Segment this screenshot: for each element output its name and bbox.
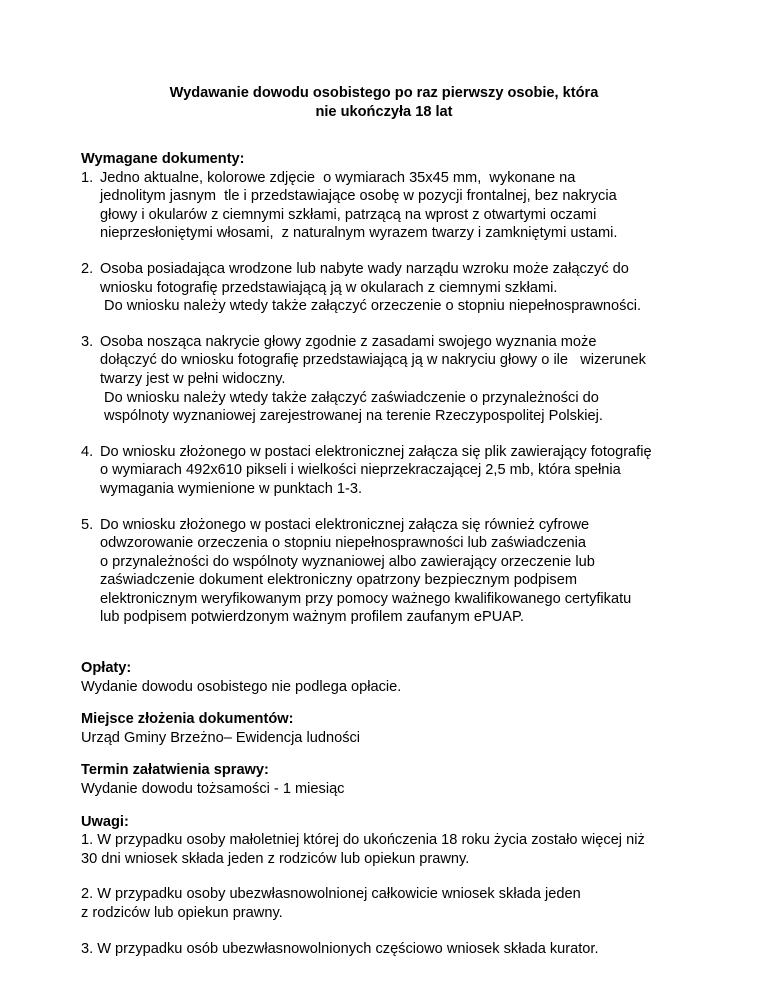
remark-item-2 (81, 885, 721, 922)
requirement-text-line: jednolitym jasnym tle i przedstawiające osobę w pozycji frontalnej, bez nakrycia (100, 188, 617, 205)
requirement-text-line: Do wniosku złożonego w postaci elektronicznej załącza się plik zawierający fotografię (100, 443, 652, 460)
requirement-text-line: wymagania wymienione w punktach 1-3. (100, 480, 363, 497)
requirement-text-line: twarzy jest w pełni widoczny. (100, 370, 286, 387)
remark-text-line: 2. W przypadku osoby ubezwłasnowolnionej całkowicie wniosek składa jeden (81, 886, 581, 903)
remark-item-1 (81, 831, 721, 868)
deadline-section (81, 761, 721, 798)
requirement-text-line: Do wniosku należy wtedy także załączyć zaświadczenie o przynależności do (100, 389, 599, 406)
requirement-text-line: zaświadczenie dokument elektroniczny opatrzony bezpiecznym podpisem (100, 572, 577, 589)
requirement-text-line: Do wniosku złożonego w postaci elektronicznej załącza się również cyfrowe (100, 516, 590, 533)
requirement-text-line: nieprzesłoniętymi włosami, z naturalnym wyrazem twarzy i zamkniętymi ustami. (100, 225, 618, 242)
requirement-text-line: wniosku fotografię przedstawiającą ją w okularach z ciemnymi szkłami. (100, 279, 558, 296)
remarks-heading: Uwagi: (81, 813, 129, 830)
requirement-number: 3. (81, 333, 94, 350)
required-documents-section (81, 150, 721, 627)
requirement-text-line: wspólnoty wyznaniowej zarejestrowanej na terenie Rzeczypospolitej Polskiej. (100, 408, 603, 425)
requirement-text-line: dołączyć do wniosku fotografię przedstawiającą ją w nakryciu głowy o ile wizerunek (100, 352, 646, 369)
remark-item-3 (81, 940, 721, 959)
requirement-number: 1. (81, 169, 94, 186)
fees-section (81, 659, 721, 696)
requirement-text-line: elektronicznym weryfikowanym przy pomocy ważnego kwalifikowanego certyfikatu (100, 590, 632, 607)
requirement-number: 2. (81, 260, 94, 277)
requirement-item-5 (81, 516, 721, 628)
requirement-text-line: Do wniosku należy wtedy także załączyć orzeczenie o stopniu niepełnosprawności. (100, 298, 642, 315)
fees-text: Wydanie dowodu osobistego nie podlega opłacie. (81, 678, 402, 695)
document-title (0, 84, 768, 121)
title-line-1: Wydawanie dowodu osobistego po raz pierwszy osobie, która (169, 85, 599, 101)
deadline-text: Wydanie dowodu tożsamości - 1 miesiąc (81, 781, 345, 798)
requirement-text-line: Osoba nosząca nakrycie głowy zgodnie z zasadami swojego wyznania może (100, 333, 597, 350)
requirement-text-line: Jedno aktualne, kolorowe zdjęcie o wymiarach 35x45 mm, wykonane na (100, 169, 576, 186)
remarks-section (81, 813, 721, 959)
remark-text-line: 3. W przypadku osób ubezwłasnowolnionych częściowo wniosek składa kurator. (81, 940, 599, 957)
remark-text-line: 1. W przypadku osoby małoletniej której do ukończenia 18 roku życia zostało więcej niż (81, 832, 645, 849)
requirement-item-2 (81, 260, 721, 316)
requirement-text-line: odwzorowanie orzeczenia o stopniu niepełnosprawności lub zaświadczenia (100, 535, 586, 552)
title-line-2: nie ukończyła 18 lat (315, 103, 453, 120)
document-body (81, 150, 721, 958)
requirement-text-line: lub podpisem potwierdzonym ważnym profilem zaufanym ePUAP. (100, 609, 524, 626)
place-section (81, 710, 721, 747)
requirement-number: 5. (81, 516, 94, 533)
remark-text-line: z rodziców lub opiekun prawny. (81, 905, 283, 921)
requirement-item-3 (81, 333, 721, 426)
requirement-number: 4. (81, 443, 94, 460)
requirement-text-line: o wymiarach 492x610 pikseli i wielkości nieprzekraczającej 2,5 mb, która spełnia (100, 462, 621, 479)
deadline-heading: Termin załatwienia sprawy: (81, 762, 269, 779)
requirement-item-4 (81, 443, 721, 499)
requirement-text-line: głowy i okularów z ciemnymi szkłami, patrzącą na wprost z otwartymi oczami (100, 206, 597, 223)
place-text: Urząd Gminy Brzeżno– Ewidencja ludności (81, 729, 361, 746)
requirement-text-line: o przynależności do wspólnoty wyznaniowej albo zawierający orzeczenie lub (100, 553, 595, 570)
requirement-text-line: Osoba posiadająca wrodzone lub nabyte wady narządu wzroku może załączyć do (100, 260, 629, 277)
requirement-item-1 (81, 169, 721, 243)
remark-text-line: 30 dni wniosek składa jeden z rodziców lub opiekun prawny. (81, 850, 470, 867)
place-heading: Miejsce złożenia dokumentów: (81, 711, 294, 728)
fees-heading: Opłaty: (81, 660, 132, 677)
required-documents-heading: Wymagane dokumenty: (81, 151, 245, 167)
